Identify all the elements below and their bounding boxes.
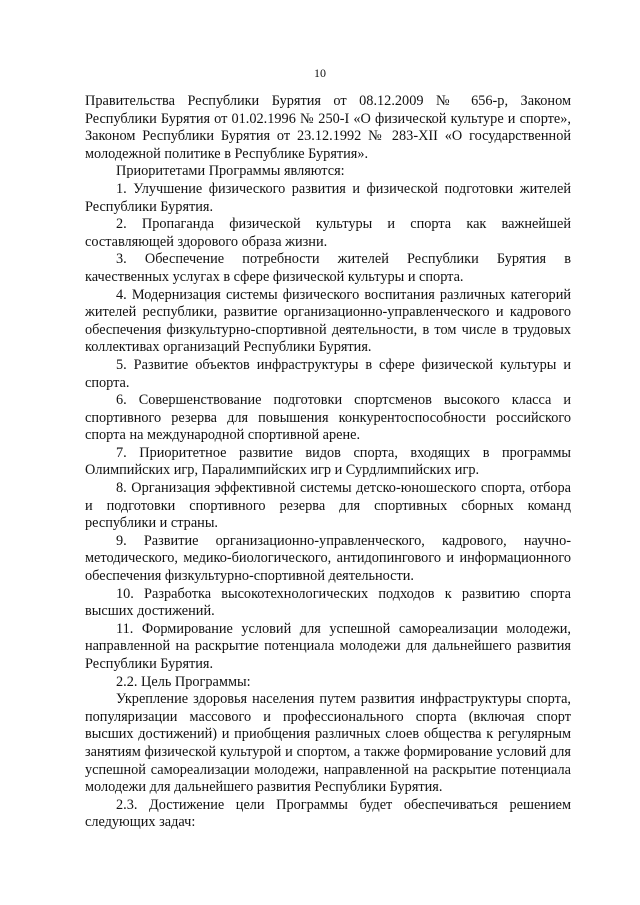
priority-item-4: 4. Модернизация системы физического воспитания различных категорий жителей республики, развитие организационно-управленческого и кадрового обеспечения физкультурно-спортивной деятельности, в том числе в трудовых коллективах организаций Республики Бурятия. bbox=[85, 286, 571, 356]
priority-item-2: 2. Пропаганда физической культуры и спорта как важнейшей составляющей здорового образа жизни. bbox=[85, 216, 571, 250]
page-number: 10 bbox=[314, 66, 326, 80]
priority-item-7: 7. Приоритетное развитие видов спорта, входящих в программы Олимпийских игр, Паралимпийских игр и Сурдлимпийских игр. bbox=[85, 444, 571, 479]
priority-item-3: 3. Обеспечение потребности жителей Республики Бурятия в качественных услугах в сфере физической культуры и спорта. bbox=[85, 251, 571, 285]
section-heading-goal: 2.2. Цель Программы: bbox=[116, 673, 251, 690]
priority-item-5: 5. Развитие объектов инфраструктуры в сфере физической культуры и спорта. bbox=[85, 356, 571, 391]
priority-item-6: 6. Совершенствование подготовки спортсменов высокого класса и спортивного резерва для повышения конкурентоспособности российского спорта на международной спортивной арене. bbox=[85, 392, 571, 444]
priority-item-9: 9. Развитие организационно-управленческого, кадрового, научно-методического, медико-биологического, антидопингового и информационного обеспечения физкультурно-спортивной деятельности. bbox=[85, 532, 571, 585]
goal-paragraph: Укрепление здоровья населения путем развития инфраструктуры спорта, популяризации массового и профессионального спорта (включая спорт высших достижений) и приобщения различных слоев общества к регулярным занятиям физической культурой и спортом, а также формирование условий для успешной самореализации молодежи, направленной на раскрытие потенциала молодежи для дальнейшего развития Республики Бурятия. bbox=[85, 691, 571, 796]
document-body bbox=[85, 93, 571, 832]
priority-item-11: 11. Формирование условий для успешной самореализации молодежи, направленной на раскрытие потенциала молодежи для дальнейшего развития Республики Бурятия. bbox=[85, 620, 571, 672]
priority-item-10: 10. Разработка высокотехнологических подходов к развитию спорта высших достижений. bbox=[85, 585, 571, 620]
paragraph-continuation: Правительства Республики Бурятия от 08.12.2009 № 656-р, Законом Республики Бурятия от 01.02.1996 № 250-I «О физической культуре и спорте», Законом Республики Бурятия от 23.12.1992 № 283-XII «О государственной молодежной политике в Республике Бурятия». bbox=[85, 93, 571, 162]
priority-item-1: 1. Улучшение физического развития и физической подготовки жителей Республики Бурятия. bbox=[85, 180, 571, 215]
paragraph-priorities-heading: Приоритетами Программы являются: bbox=[116, 163, 345, 180]
priority-item-8: 8. Организация эффективной системы детско-юношеского спорта, отбора и подготовки спортивного резерва для спортивных сборных команд республики и страны. bbox=[85, 480, 571, 532]
tasks-intro-paragraph: 2.3. Достижение цели Программы будет обеспечиваться решением следующих задач: bbox=[85, 796, 571, 831]
